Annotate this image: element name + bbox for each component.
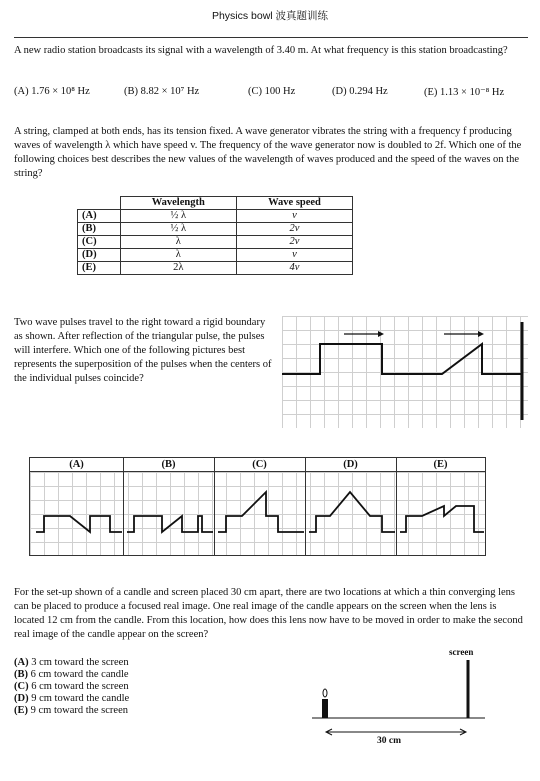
q3-pulse-diagram — [282, 316, 528, 428]
header-divider — [14, 37, 528, 38]
q1-stem: A new radio station broadcasts its signal with a wavelength of 3.40 m. At what frequency is this station broadcasting? — [14, 45, 508, 56]
option-a-waveform — [36, 516, 122, 532]
distance-label: 30 cm — [377, 736, 402, 746]
column-header-wavelength: Wavelength — [120, 197, 237, 210]
right-arrow-icon — [344, 331, 384, 337]
option-e-waveform — [400, 506, 484, 532]
cell-wavelength: ½ λ — [120, 210, 237, 223]
row-label: (B) — [78, 223, 121, 236]
page-header: Physics bowl 波真题训练 — [211, 10, 329, 22]
table-header-row — [78, 197, 353, 210]
option-d-waveform — [309, 492, 395, 532]
q4-choice-d: (D) 9 cm toward the candle — [14, 693, 130, 704]
q3-options-table — [29, 457, 486, 556]
screen-label: screen — [449, 647, 474, 657]
q4-stem: For the set-up shown of a candle and screen placed 30 cm apart, there are two locations at which a thin converging lens can be placed to produce a focused real image. One real image of the candle appears on the screen when the lens is located 12 cm from the candle. From this location, how does this lens now have to be moved in order to make the second real image of the candle appear on the screen? — [14, 587, 523, 640]
cell-speed: 2v — [237, 223, 353, 236]
option-c-waveform — [218, 492, 304, 532]
q1-choice-a: (A) 1.76 × 10⁸ Hz — [14, 86, 90, 97]
q4-choice-b: (B) 6 cm toward the candle — [14, 669, 129, 680]
option-b-label: (B) — [123, 458, 214, 472]
q4-choice-e: (E) 9 cm toward the screen — [14, 705, 129, 716]
q1-choice-e: (E) 1.13 × 10⁻⁸ Hz — [424, 87, 505, 98]
cell-speed: 2v — [237, 236, 353, 249]
row-label: (A) — [78, 210, 121, 223]
candle-screen-diagram — [310, 656, 510, 736]
candle-icon — [322, 689, 328, 718]
incident-pulses-waveform — [282, 344, 522, 374]
table-row — [78, 262, 353, 275]
q4-choice-c: (C) 6 cm toward the screen — [14, 681, 129, 692]
cell-wavelength: 2λ — [120, 262, 237, 275]
q1-choice-d: (D) 0.294 Hz — [332, 86, 388, 97]
table-row — [78, 249, 353, 262]
q4-choice-a: (A) 3 cm toward the screen — [14, 657, 129, 668]
table-row — [78, 236, 353, 249]
q4-choices — [14, 657, 234, 717]
cell-speed: v — [237, 249, 353, 262]
option-a-label: (A) — [30, 458, 123, 472]
right-arrow-icon — [444, 331, 484, 337]
option-d-label: (D) — [305, 458, 396, 472]
q2-answer-table — [77, 196, 353, 275]
option-e-label: (E) — [396, 458, 485, 472]
q1-choice-c: (C) 100 Hz — [248, 86, 296, 97]
cell-speed: v — [237, 210, 353, 223]
row-label: (C) — [78, 236, 121, 249]
row-label: (D) — [78, 249, 121, 262]
table-row — [78, 210, 353, 223]
cell-speed: 4v — [237, 262, 353, 275]
cell-wavelength: ½ λ — [120, 223, 237, 236]
pulse-diagram-svg — [282, 316, 528, 428]
distance-arrow — [326, 729, 466, 735]
option-b-waveform — [127, 516, 213, 532]
q1-choice-b: (B) 8.82 × 10⁷ Hz — [124, 86, 200, 97]
cell-wavelength: λ — [120, 236, 237, 249]
row-label: (E) — [78, 262, 121, 275]
table-row — [78, 223, 353, 236]
option-c-label: (C) — [214, 458, 305, 472]
q2-stem: A string, clamped at both ends, has its tension fixed. A wave generator vibrates the string with a frequency f producing waves of wavelength λ which have speed v. The frequency of the wave generator now is doubled to 2f. Which one of the following choices best describes the new values of the wavelength of waves produced and the speed of the waves on the string? — [14, 126, 522, 179]
option-waveforms — [30, 472, 485, 555]
column-header-speed: Wave speed — [237, 197, 353, 210]
q3-stem: Two wave pulses travel to the right toward a rigid boundary as shown. After reflection of the triangular pulse, the pulses will interfere. Which one of the following pictures best represents the superposition of the pulses when the centers of the individual pulses coincide? — [14, 317, 272, 384]
cell-wavelength: λ — [120, 249, 237, 262]
